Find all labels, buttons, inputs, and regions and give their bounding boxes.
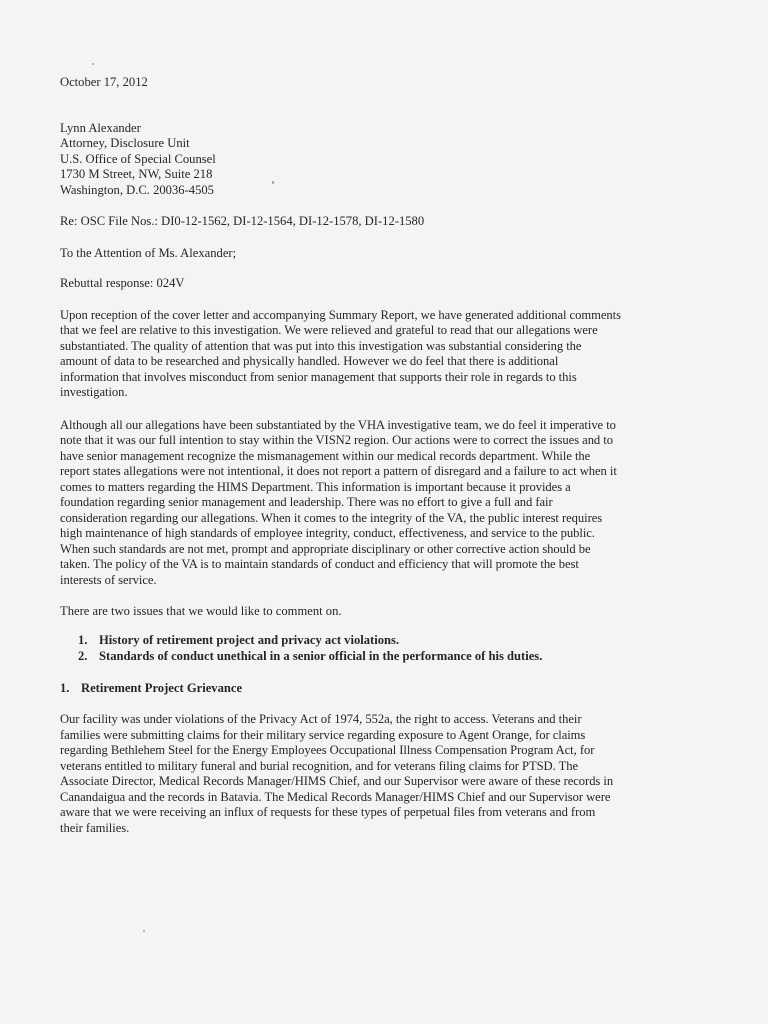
paragraph-line: regarding Bethlehem Steel for the Energy Employees Occupational Illness Compensation Program Act, for: [60, 743, 595, 757]
paragraph-line: Our facility was under violations of the Privacy Act of 1974, 552a, the right to access. Veterans and their: [60, 712, 582, 726]
section-title: Retirement Project Grievance: [81, 680, 243, 695]
list-item: [78, 648, 700, 664]
issues-list: [60, 632, 700, 664]
paragraph-3: [60, 712, 700, 836]
paragraph-line: report states allegations were not intentional, it does not report a pattern of disregard and a failure to act when it: [60, 464, 617, 478]
scan-speck: [143, 930, 145, 932]
paragraph-2: [60, 418, 700, 589]
attention-line: To the Attention of Ms. Alexander;: [60, 245, 237, 260]
paragraph-line: aware that we were receiving an influx of requests for these types of perpetual files from veterans and from: [60, 805, 596, 819]
paragraph-line: taken. The policy of the VA is to maintain standards of conduct and efficiency that will promote the best: [60, 557, 579, 571]
paragraph-line: substantiated. The quality of attention that was put into this investigation was substantial considering the: [60, 338, 582, 353]
paragraph-line: high maintenance of high standards of employee integrity, conduct, effectiveness, and service to the public.: [60, 526, 595, 540]
paragraph-line: Associate Director, Medical Records Manager/HIMS Chief, and our Supervisor were aware of these records in: [60, 774, 614, 788]
list-text: Standards of conduct unethical in a senior official in the performance of his duties.: [99, 648, 543, 663]
letter-date: October 17, 2012: [60, 75, 148, 89]
paragraph-line: interests of service.: [60, 572, 157, 587]
list-item: [78, 632, 700, 648]
paragraph-line: foundation regarding senior management and leadership. There was no effort to give a full and fair: [60, 495, 553, 509]
issues-intro: There are two issues that we would like to comment on.: [60, 604, 342, 618]
paragraph-line: their families.: [60, 820, 130, 835]
recipient-title: Attorney, Disclosure Unit: [60, 136, 190, 150]
paragraph-line: Although all our allegations have been substantiated by the VHA investigative team, we do feel it imperative to: [60, 417, 616, 432]
paragraph-line: Upon reception of the cover letter and accompanying Summary Report, we have generated additional comments: [60, 307, 621, 322]
paragraph-line: investigation.: [60, 385, 128, 399]
paragraph-line: that we feel are relative to this investigation. We were relieved and grateful to read that our allegations were: [60, 323, 598, 337]
paragraph-line: note that it was our full intention to stay within the VISN2 region. Our actions were to correct the issues and to: [60, 433, 613, 447]
list-number: 2.: [78, 648, 88, 663]
recipient-street: 1730 M Street, NW, Suite 218: [60, 167, 213, 181]
paragraph-line: families were submitting claims for their military service regarding exposure to Agent Orange, for claims: [60, 727, 586, 742]
re-line: Re: OSC File Nos.: DI0-12-1562, DI-12-1564, DI-12-1578, DI-12-1580: [60, 214, 425, 228]
letter-body: [60, 75, 700, 836]
section-number: 1.: [60, 680, 70, 695]
paragraph-line: have senior management recognize the mismanagement within our medical records department. While the: [60, 448, 591, 463]
paragraph-line: Canandaigua and the records in Batavia. The Medical Records Manager/HIMS Chief and our Supervisor were: [60, 789, 611, 804]
recipient-city: Washington, D.C. 20036-4505: [60, 182, 214, 197]
scan-speck: [92, 63, 94, 65]
paragraph-line: information that involves misconduct from senior management that supports their role in regards to this: [60, 369, 577, 384]
paragraph-1: [60, 308, 700, 401]
paragraph-line: veterans entitled to military funeral and burial recognition, and for veterans filing claims for PTSD. The: [60, 758, 579, 773]
paragraph-line: comes to matters regarding the HIMS Department. This information is important because it provides a: [60, 479, 571, 494]
recipient-name: Lynn Alexander: [60, 120, 141, 135]
paragraph-line: amount of data to be researched and physically handled. However we do feel that there is additional: [60, 354, 559, 368]
list-text: History of retirement project and privacy act violations.: [99, 632, 400, 647]
section-heading: [60, 681, 700, 697]
rebuttal-line: Rebuttal response: 024V: [60, 276, 185, 290]
paragraph-line: When such standards are not met, prompt and appropriate disciplinary or other corrective action should be: [60, 541, 591, 556]
recipient-office: U.S. Office of Special Counsel: [60, 151, 216, 166]
paragraph-line: consideration regarding our allegations. When it comes to the integrity of the VA, the public interest requires: [60, 510, 603, 525]
recipient-address: [60, 121, 700, 199]
list-number: 1.: [78, 632, 88, 647]
